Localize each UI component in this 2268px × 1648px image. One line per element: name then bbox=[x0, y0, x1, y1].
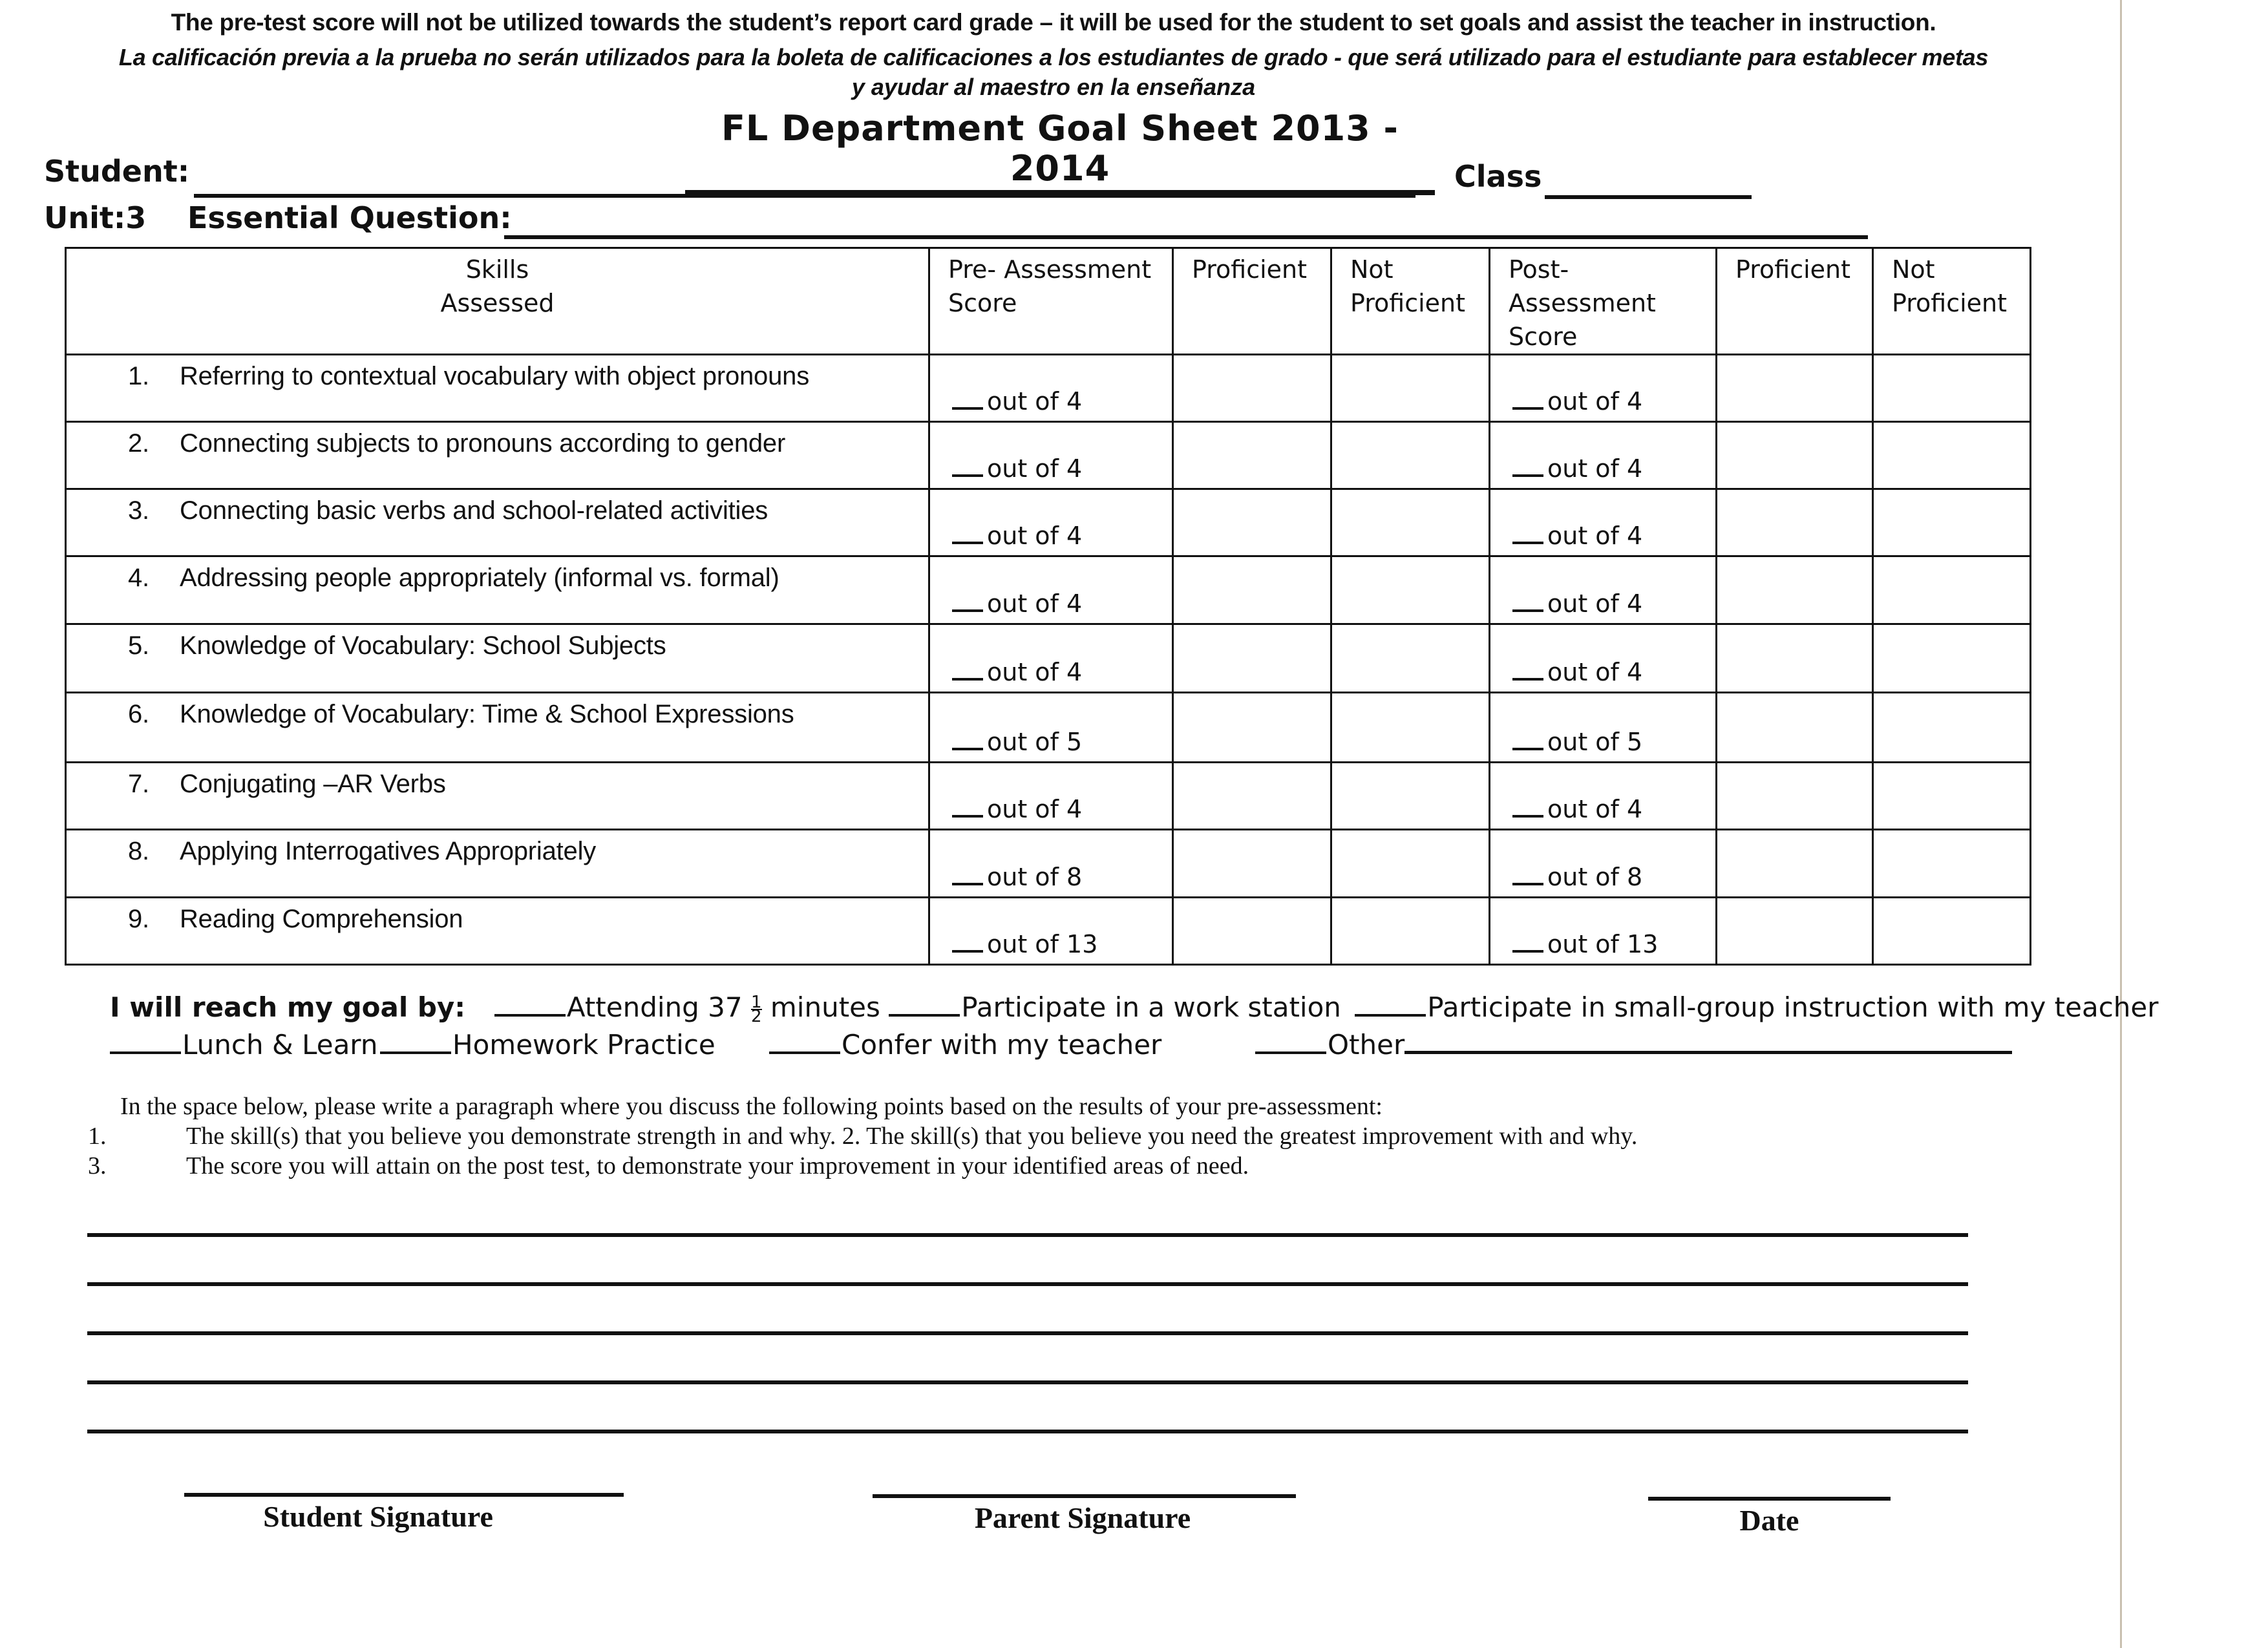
pre-proficient-cell[interactable] bbox=[1173, 693, 1331, 763]
fraction-half bbox=[750, 992, 762, 1026]
post-score-cell[interactable] bbox=[1490, 763, 1717, 830]
goal-option-small-group: Participate in small-group instruction with my teacher bbox=[1427, 991, 2159, 1023]
pre-proficient-cell[interactable] bbox=[1173, 763, 1331, 830]
pre-not-proficient-cell[interactable] bbox=[1331, 624, 1490, 693]
skill-cell bbox=[66, 763, 929, 830]
pre-proficient-cell[interactable] bbox=[1173, 556, 1331, 624]
score-blank[interactable] bbox=[1512, 609, 1543, 612]
post-not-proficient-cell[interactable] bbox=[1873, 489, 2031, 556]
skill-text: Applying Interrogatives Appropriately bbox=[180, 837, 597, 865]
pre-not-proficient-cell[interactable] bbox=[1331, 489, 1490, 556]
goal-checkbox-attending[interactable] bbox=[494, 1014, 566, 1017]
pre-not-proficient-cell[interactable] bbox=[1331, 763, 1490, 830]
score-max: out of 4 bbox=[987, 658, 1083, 686]
skill-text: Conjugating –AR Verbs bbox=[180, 770, 446, 798]
score-max: out of 5 bbox=[987, 728, 1083, 756]
post-not-proficient-cell[interactable] bbox=[1873, 556, 2031, 624]
goal-option-lunch-learn: Lunch & Learn bbox=[182, 1029, 378, 1061]
page-edge bbox=[2120, 0, 2122, 1648]
essential-question-label: Essential Question: bbox=[187, 200, 512, 235]
goal-option-attending-suffix: minutes bbox=[761, 991, 880, 1023]
score-max: out of 4 bbox=[987, 795, 1083, 823]
table-row bbox=[66, 898, 2031, 965]
post-proficient-cell[interactable] bbox=[1717, 830, 1873, 898]
table-row bbox=[66, 355, 2031, 422]
score-blank[interactable] bbox=[952, 609, 983, 612]
score-max: out of 4 bbox=[1547, 522, 1643, 550]
post-score-cell[interactable] bbox=[1490, 693, 1717, 763]
skill-text: Addressing people appropriately (informal vs. formal) bbox=[180, 564, 779, 592]
column-header-line: Proficient bbox=[1892, 289, 2008, 317]
score-max: out of 4 bbox=[987, 454, 1083, 483]
column-header-line: Proficient bbox=[1735, 255, 1851, 284]
post-score-cell[interactable] bbox=[1490, 556, 1717, 624]
score-max: out of 4 bbox=[1547, 454, 1643, 483]
instructions-item-1: The skill(s) that you believe you demonstrate strength in and why. 2. The skill(s) that you believe you need the greatest improvement with and why. bbox=[186, 1123, 1638, 1150]
skill-cell bbox=[66, 830, 929, 898]
goal-checkbox-other[interactable] bbox=[1255, 1051, 1326, 1054]
goal-checkbox-small-group[interactable] bbox=[1355, 1014, 1426, 1017]
score-blank[interactable] bbox=[1512, 950, 1543, 953]
fraction-numerator: 1 bbox=[750, 992, 762, 1012]
score-blank[interactable] bbox=[952, 950, 983, 953]
student-label: Student: bbox=[44, 154, 190, 189]
table-row bbox=[66, 489, 2031, 556]
page-title: FL Department Goal Sheet 2013 - 2014 bbox=[685, 109, 1435, 195]
score-max: out of 4 bbox=[987, 522, 1083, 550]
skill-cell bbox=[66, 624, 929, 693]
skill-number: 7. bbox=[128, 770, 149, 798]
column-header-pre-assessment-score bbox=[929, 248, 1173, 355]
column-header-line: Proficient bbox=[1192, 255, 1308, 284]
goal-checkbox-work-station[interactable] bbox=[889, 1014, 960, 1017]
instructions-item-1-number: 1. bbox=[88, 1123, 107, 1150]
pre-score-cell[interactable] bbox=[929, 830, 1173, 898]
post-not-proficient-cell[interactable] bbox=[1873, 422, 2031, 489]
notice-spanish-continued: y ayudar al maestro en la enseñanza bbox=[851, 74, 1256, 100]
table-header-row bbox=[66, 248, 2031, 355]
pre-not-proficient-cell[interactable] bbox=[1331, 422, 1490, 489]
goal-option-other: Other bbox=[1328, 1029, 1405, 1061]
column-header-line: Post- bbox=[1509, 255, 1569, 284]
score-max: out of 4 bbox=[987, 589, 1083, 618]
post-proficient-cell[interactable] bbox=[1717, 763, 1873, 830]
skill-text: Reading Comprehension bbox=[180, 905, 463, 933]
post-not-proficient-cell[interactable] bbox=[1873, 355, 2031, 422]
post-not-proficient-cell[interactable] bbox=[1873, 693, 2031, 763]
skill-text: Referring to contextual vocabulary with object pronouns bbox=[180, 362, 810, 390]
essential-question-field[interactable] bbox=[504, 206, 1868, 239]
goal-lead: I will reach my goal by: bbox=[110, 991, 466, 1023]
score-max: out of 5 bbox=[1547, 728, 1643, 756]
post-score-cell[interactable] bbox=[1490, 422, 1717, 489]
skill-cell bbox=[66, 556, 929, 624]
score-max: out of 13 bbox=[987, 930, 1098, 958]
post-score-cell[interactable] bbox=[1490, 624, 1717, 693]
skill-number: 6. bbox=[128, 700, 149, 728]
fraction-denominator: 2 bbox=[750, 1006, 762, 1026]
goal-checkbox-lunch-learn[interactable] bbox=[110, 1051, 181, 1054]
table-row bbox=[66, 422, 2031, 489]
post-proficient-cell[interactable] bbox=[1717, 556, 1873, 624]
pre-not-proficient-cell[interactable] bbox=[1331, 355, 1490, 422]
goal-other-field[interactable] bbox=[1404, 1051, 2012, 1054]
pre-proficient-cell[interactable] bbox=[1173, 624, 1331, 693]
writing-line-2[interactable] bbox=[87, 1282, 1968, 1286]
score-max: out of 4 bbox=[987, 387, 1083, 416]
score-max: out of 4 bbox=[1547, 387, 1643, 416]
pre-proficient-cell[interactable] bbox=[1173, 489, 1331, 556]
pre-proficient-cell[interactable] bbox=[1173, 898, 1331, 965]
notice-spanish: La calificación previa a la prueba no serán utilizados para la boleta de calificaciones a los estudiantes de grado - que será utilizado para el estudiante para establecer metas bbox=[118, 44, 1989, 70]
post-proficient-cell[interactable] bbox=[1717, 693, 1873, 763]
instructions-item-3-number: 3. bbox=[88, 1152, 107, 1179]
skill-text: Knowledge of Vocabulary: School Subjects bbox=[180, 631, 666, 660]
goal-options-row-2 bbox=[110, 1029, 2017, 1068]
goal-checkbox-homework[interactable] bbox=[380, 1051, 451, 1054]
student-signature-label: Student Signature bbox=[263, 1500, 493, 1533]
score-blank[interactable] bbox=[952, 407, 983, 410]
score-blank[interactable] bbox=[1512, 883, 1543, 885]
pre-score-cell[interactable] bbox=[929, 355, 1173, 422]
score-max: out of 4 bbox=[1547, 658, 1643, 686]
post-proficient-cell[interactable] bbox=[1717, 489, 1873, 556]
parent-signature-label: Parent Signature bbox=[974, 1501, 1191, 1534]
skill-cell bbox=[66, 422, 929, 489]
post-proficient-cell[interactable] bbox=[1717, 624, 1873, 693]
skill-cell bbox=[66, 693, 929, 763]
column-header-line: Not bbox=[1350, 255, 1394, 284]
goal-options-row-1 bbox=[110, 991, 2159, 1026]
table-row bbox=[66, 830, 2031, 898]
pre-proficient-cell[interactable] bbox=[1173, 422, 1331, 489]
instructions-intro: In the space below, please write a paragraph where you discuss the following points based on the results of your pre-assessment: bbox=[120, 1093, 1383, 1120]
class-label: Class bbox=[1454, 159, 1542, 194]
class-field[interactable] bbox=[1545, 165, 1752, 199]
table-row bbox=[66, 556, 2031, 624]
goal-option-confer: Confer with my teacher bbox=[842, 1029, 1162, 1061]
score-blank[interactable] bbox=[952, 678, 983, 681]
skill-number: 5. bbox=[128, 631, 149, 660]
post-not-proficient-cell[interactable] bbox=[1873, 830, 2031, 898]
column-header-post-not-proficient bbox=[1873, 248, 2031, 355]
goal-checkbox-confer[interactable] bbox=[769, 1051, 840, 1054]
score-blank[interactable] bbox=[952, 474, 983, 477]
score-max: out of 4 bbox=[1547, 589, 1643, 618]
writing-line-4[interactable] bbox=[87, 1380, 1968, 1384]
score-blank[interactable] bbox=[1512, 678, 1543, 681]
skills-table bbox=[65, 247, 2031, 966]
pre-score-cell[interactable] bbox=[929, 693, 1173, 763]
column-header-line: Skills bbox=[465, 255, 529, 284]
date-line[interactable] bbox=[1648, 1497, 1891, 1501]
column-header-line: Proficient bbox=[1350, 289, 1466, 317]
pre-not-proficient-cell[interactable] bbox=[1331, 830, 1490, 898]
column-header-skills bbox=[66, 248, 929, 355]
date-label: Date bbox=[1739, 1504, 1799, 1537]
post-proficient-cell[interactable] bbox=[1717, 422, 1873, 489]
skill-number: 3. bbox=[128, 496, 149, 525]
skill-text: Connecting subjects to pronouns according to gender bbox=[180, 429, 786, 458]
score-blank[interactable] bbox=[1512, 474, 1543, 477]
goal-option-homework: Homework Practice bbox=[452, 1029, 715, 1061]
notice-english: The pre-test score will not be utilized towards the student’s report card grade – it will be used for the student to set goals and assist the teacher in instruction. bbox=[171, 9, 1936, 36]
column-header-line: Assessed bbox=[440, 289, 555, 317]
pre-not-proficient-cell[interactable] bbox=[1331, 693, 1490, 763]
post-proficient-cell[interactable] bbox=[1717, 898, 1873, 965]
score-max: out of 13 bbox=[1547, 930, 1659, 958]
score-blank[interactable] bbox=[1512, 748, 1543, 750]
goal-option-work-station: Participate in a work station bbox=[961, 991, 1341, 1023]
parent-signature-line[interactable] bbox=[873, 1494, 1296, 1498]
pre-score-cell[interactable] bbox=[929, 763, 1173, 830]
post-not-proficient-cell[interactable] bbox=[1873, 624, 2031, 693]
pre-proficient-cell[interactable] bbox=[1173, 355, 1331, 422]
pre-not-proficient-cell[interactable] bbox=[1331, 898, 1490, 965]
pre-score-cell[interactable] bbox=[929, 489, 1173, 556]
column-header-post-assessment-score bbox=[1490, 248, 1717, 355]
writing-line-1[interactable] bbox=[87, 1233, 1968, 1237]
column-header-line: Assessment bbox=[1509, 289, 1656, 317]
skill-cell bbox=[66, 355, 929, 422]
column-header-pre-not-proficient bbox=[1331, 248, 1490, 355]
writing-line-5[interactable] bbox=[87, 1430, 1968, 1433]
pre-score-cell[interactable] bbox=[929, 556, 1173, 624]
score-blank[interactable] bbox=[952, 542, 983, 544]
score-blank[interactable] bbox=[952, 748, 983, 750]
score-blank[interactable] bbox=[952, 815, 983, 818]
column-header-line: Pre- Assessment bbox=[948, 255, 1152, 284]
post-score-cell[interactable] bbox=[1490, 489, 1717, 556]
skill-number: 8. bbox=[128, 837, 149, 865]
instructions-item-3: The score you will attain on the post test, to demonstrate your improvement in your identified areas of need. bbox=[186, 1152, 1249, 1179]
column-header-line: Not bbox=[1892, 255, 1935, 284]
pre-score-cell[interactable] bbox=[929, 624, 1173, 693]
post-score-cell[interactable] bbox=[1490, 898, 1717, 965]
pre-proficient-cell[interactable] bbox=[1173, 830, 1331, 898]
table-row bbox=[66, 624, 2031, 693]
post-score-cell[interactable] bbox=[1490, 830, 1717, 898]
table-row bbox=[66, 693, 2031, 763]
score-blank[interactable] bbox=[1512, 407, 1543, 410]
score-blank[interactable] bbox=[1512, 542, 1543, 544]
pre-score-cell[interactable] bbox=[929, 898, 1173, 965]
post-proficient-cell[interactable] bbox=[1717, 355, 1873, 422]
post-not-proficient-cell[interactable] bbox=[1873, 898, 2031, 965]
score-max: out of 8 bbox=[987, 863, 1083, 891]
skill-number: 1. bbox=[128, 362, 149, 390]
pre-score-cell[interactable] bbox=[929, 422, 1173, 489]
score-blank[interactable] bbox=[952, 883, 983, 885]
skill-number: 9. bbox=[128, 905, 149, 933]
goal-option-attending: Attending 37 bbox=[566, 991, 743, 1023]
score-max: out of 8 bbox=[1547, 863, 1643, 891]
column-header-pre-proficient bbox=[1173, 248, 1331, 355]
column-header-line: Score bbox=[948, 289, 1017, 317]
skill-cell bbox=[66, 489, 929, 556]
skill-text: Knowledge of Vocabulary: Time & School Expressions bbox=[180, 700, 794, 728]
unit-label: Unit:3 bbox=[44, 200, 147, 235]
student-field[interactable] bbox=[194, 162, 1415, 198]
student-signature-line[interactable] bbox=[184, 1493, 624, 1497]
skill-text: Connecting basic verbs and school-related activities bbox=[180, 496, 768, 525]
post-score-cell[interactable] bbox=[1490, 355, 1717, 422]
column-header-line: Score bbox=[1509, 322, 1578, 351]
skill-number: 4. bbox=[128, 564, 149, 592]
post-not-proficient-cell[interactable] bbox=[1873, 763, 2031, 830]
table-row bbox=[66, 763, 2031, 830]
column-header-post-proficient bbox=[1717, 248, 1873, 355]
score-max: out of 4 bbox=[1547, 795, 1643, 823]
writing-line-3[interactable] bbox=[87, 1331, 1968, 1335]
score-blank[interactable] bbox=[1512, 815, 1543, 818]
pre-not-proficient-cell[interactable] bbox=[1331, 556, 1490, 624]
skill-number: 2. bbox=[128, 429, 149, 458]
skill-cell bbox=[66, 898, 929, 965]
